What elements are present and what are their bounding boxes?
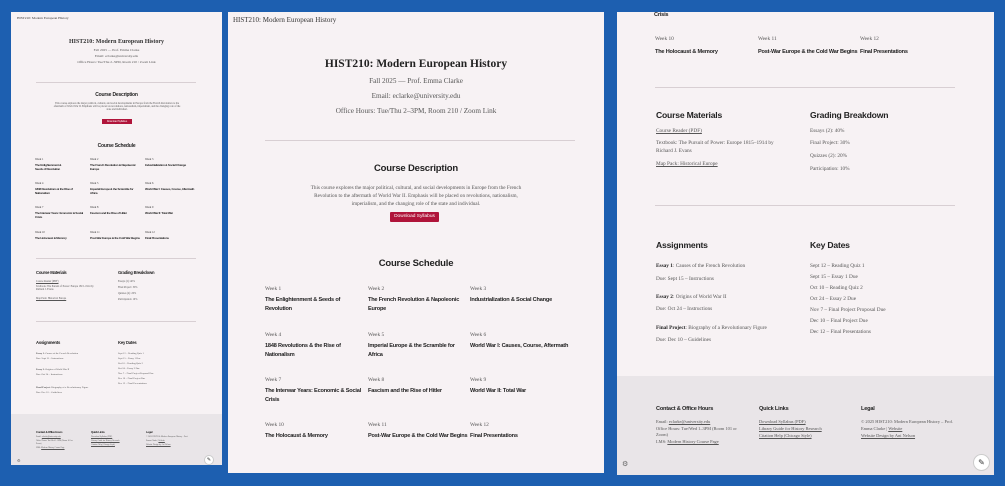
assignments-heading: Assignments bbox=[36, 340, 61, 345]
materials-heading: Course Materials bbox=[36, 270, 67, 275]
site-header: HIST210: Modern European History bbox=[17, 16, 69, 20]
week-card: Week 10 The Holocaust & Memory bbox=[655, 36, 755, 55]
week-topic: Industrialization & Social Change bbox=[145, 163, 186, 167]
key-dates-heading: Key Dates bbox=[118, 340, 137, 345]
assignment-due: Due: Dec 10 – Guidelines bbox=[656, 337, 712, 343]
assignment-due: Due: Sept 15 – Instructions bbox=[36, 357, 64, 360]
week-topic: Post-War Europe & the Cold War Begins bbox=[758, 49, 858, 55]
map-pack-link[interactable]: Map Pack: Historical Europe bbox=[656, 161, 718, 167]
footer-link[interactable]: Citation Help (Chicago Style) bbox=[759, 433, 812, 438]
week-topic: Final Presentations bbox=[145, 236, 169, 240]
footer-copyright: © 2025 HIST210: Modern European History – Prof. bbox=[146, 436, 188, 438]
key-date: Sept 12 – Reading Quiz 1 bbox=[118, 352, 144, 355]
week-topic: The Holocaust & Memory bbox=[265, 433, 328, 439]
key-date: Dec 10 – Final Project Due bbox=[810, 318, 868, 324]
week-card: Week 6 World War I: Causes, Course, Aftermath bbox=[145, 182, 205, 191]
footer-link[interactable]: Library Guide for History Research bbox=[91, 440, 120, 442]
week-card: Week 4 1848 Revolutions & the Rise of Nationalism bbox=[265, 332, 362, 360]
footer-link[interactable]: Citation Help (Chicago Style) bbox=[91, 444, 115, 446]
textbook-text: Textbook: The Pursuit of Power: Europe 1815–1914 by bbox=[656, 140, 774, 146]
key-dates-heading: Key Dates bbox=[810, 240, 850, 250]
week-topic: 1848 Revolutions & the Rise of Nationalism bbox=[35, 187, 73, 195]
edit-icon[interactable]: ✎ bbox=[973, 454, 990, 471]
key-date: Nov 7 – Final Project Proposal Due bbox=[810, 307, 886, 313]
assignments-heading: Assignments bbox=[656, 240, 708, 250]
map-pack-link[interactable]: Map Pack: Historical Europe bbox=[36, 297, 67, 300]
course-term: Fall 2025 — Prof. Emma Clarke bbox=[93, 48, 140, 52]
week-topic: World War I: Causes, Course, Aftermath bbox=[470, 343, 569, 349]
edit-icon[interactable]: ✎ bbox=[204, 455, 214, 465]
week-card: Week 7 The Interwar Years: Economic & Social Crisis bbox=[35, 206, 84, 219]
key-date: Oct 10 – Reading Quiz 2 bbox=[118, 362, 143, 365]
grading-heading: Grading Breakdown bbox=[810, 110, 889, 120]
week-topic: Fascism and the Rise of Hitler bbox=[90, 211, 127, 215]
week-card: Week 11 Post-War Europe & the Cold War Begins bbox=[758, 36, 868, 55]
assignment-item: Essay 2: Origins of World War II bbox=[36, 368, 70, 371]
instructor-email: Email: eclarke@university.edu bbox=[371, 92, 461, 100]
week-topic: The Holocaust & Memory bbox=[35, 236, 67, 240]
key-date: Dec 12 – Final Presentations bbox=[118, 382, 147, 385]
week-topic: Final Presentations bbox=[860, 49, 908, 55]
footer-links-heading: Quick Links bbox=[759, 406, 789, 412]
assignment-due: Due: Oct 24 – Instructions bbox=[36, 373, 63, 376]
week-topic: The French Revolution & Napoleonic Europe bbox=[368, 297, 460, 312]
week-card: Week 2 The French Revolution & Napoleonic Europe bbox=[368, 286, 468, 314]
footer-link[interactable]: Download Syllabus (PDF) bbox=[91, 436, 113, 438]
office-hours: Office Hours: Tue/Thu 2–3PM, Room 210 / Zoom Link bbox=[77, 60, 156, 64]
instructor-email: Email: eclarke@university.edu bbox=[94, 54, 139, 58]
week-card: Week 5 Imperial Europe & the Scramble for Africa bbox=[90, 182, 140, 195]
week-card: Week 11 Post-War Europe & the Cold War Begins bbox=[368, 422, 468, 439]
footer-copyright: Emma Clarke | Website bbox=[146, 440, 165, 442]
week-card: Week 9 World War II: Total War bbox=[470, 377, 580, 396]
schedule-heading: Course Schedule bbox=[378, 258, 454, 269]
settings-icon[interactable]: ⚙ bbox=[622, 460, 629, 468]
footer-link[interactable]: Download Syllabus (PDF) bbox=[759, 419, 806, 424]
course-term: Fall 2025 — Prof. Emma Clarke bbox=[369, 77, 463, 85]
footer-hours: Zoom) bbox=[656, 432, 668, 437]
site-header: HIST210: Modern European History bbox=[233, 16, 337, 24]
footer-lms: LMS: Modern History Course Page bbox=[656, 439, 719, 444]
key-date: Sept 12 – Reading Quiz 1 bbox=[810, 263, 865, 269]
week-card: Week 8 Fascism and the Rise of Hitler bbox=[368, 377, 468, 396]
divider bbox=[655, 87, 955, 88]
week-topic: World War II: Total War bbox=[470, 388, 526, 394]
footer bbox=[11, 414, 222, 465]
download-syllabus-button[interactable]: Download Syllabus bbox=[390, 212, 439, 222]
footer-hours: Zoom) bbox=[36, 443, 42, 445]
settings-icon[interactable]: ⚙ bbox=[17, 458, 21, 463]
week-topic: Fascism and the Rise of Hitler bbox=[368, 388, 442, 394]
assignment-due: Due: Oct 24 – Instructions bbox=[656, 306, 713, 312]
key-date: Oct 24 – Essay 2 Due bbox=[810, 296, 857, 302]
week-topic: The Interwar Years: Economic & Social Crisis bbox=[265, 388, 362, 403]
grading-item: Quizzes (2): 20% bbox=[810, 153, 848, 159]
key-date: Nov 7 – Final Project Proposal Due bbox=[118, 372, 154, 375]
key-date: Dec 12 – Final Presentations bbox=[810, 329, 871, 335]
week-card: Week 12 Final Presentations bbox=[470, 422, 580, 441]
grading-item: Participation: 10% bbox=[810, 166, 850, 172]
footer bbox=[617, 376, 994, 475]
key-date: Sept 15 – Essay 1 Due bbox=[118, 357, 141, 360]
page-thumbnail-panel bbox=[11, 12, 222, 465]
key-date: Oct 24 – Essay 2 Due bbox=[118, 367, 140, 370]
assignment-item: Essay 1: Causes of the French Revolution bbox=[656, 263, 746, 269]
page-top-panel bbox=[228, 12, 604, 473]
grading-item: Final Project: 30% bbox=[810, 140, 850, 146]
footer-email: Email: eclarke@university.edu bbox=[36, 436, 61, 438]
week-topic: 1848 Revolutions & the Rise of Nationalism bbox=[265, 343, 341, 358]
week-card: Week 12 Final Presentations bbox=[860, 36, 970, 55]
page-bottom-panel bbox=[617, 12, 994, 475]
footer-hours: Office Hours: Tue/Wed 1–3PM (Room 101 or bbox=[36, 440, 73, 442]
divider bbox=[36, 321, 196, 322]
week-topic: Industrialization & Social Change bbox=[470, 297, 552, 303]
week-card: Week 9 World War II: Total War bbox=[145, 206, 195, 215]
textbook-text: Richard J. Evans bbox=[656, 148, 692, 154]
key-date: Dec 10 – Final Project Due bbox=[118, 377, 146, 380]
week-topic-fragment: Crisis bbox=[654, 12, 669, 18]
week-topic: World War I: Causes, Course, Aftermath bbox=[145, 187, 195, 191]
footer-legal-heading: Legal bbox=[861, 406, 875, 412]
week-topic: World War II: Total War bbox=[145, 211, 173, 215]
footer-contact-heading: Contact & Office Hours bbox=[656, 406, 714, 412]
footer-lms: LMS: Modern History Course Page bbox=[36, 447, 65, 449]
description-text: This course explores the major political, cultural, and social developments in Europe from the French Revolution to the aftermath of World War II. Emphasis will be placed on revolutions, nationalism, imperialism, and the changing role of the state and individual. bbox=[53, 102, 181, 112]
week-topic: The Holocaust & Memory bbox=[655, 49, 718, 55]
week-topic: Imperial Europe & the Scramble for Africa bbox=[368, 343, 455, 358]
description-heading: Course Description bbox=[95, 92, 138, 98]
footer-contact-heading: Contact & Office Hours bbox=[36, 430, 63, 434]
description-text-line: This course explores the major political, cultural, and social developments in Europe from the French bbox=[310, 185, 522, 191]
divider bbox=[655, 205, 955, 206]
description-text-line: imperialism, and the changing role of the state and individual. bbox=[351, 201, 481, 207]
assignment-item: Final Project: Biography of a Revolutionary Figure bbox=[656, 325, 767, 331]
footer-design-credit[interactable]: Website Design by Ani Nelson bbox=[146, 444, 171, 446]
week-card: Week 7 The Interwar Years: Economic & Social Crisis bbox=[265, 377, 362, 403]
week-card: Week 3 Industrialization & Social Change bbox=[145, 158, 197, 167]
week-card: Week 2 The French Revolution & Napoleonic Europe bbox=[90, 158, 140, 171]
week-card: Week 1 The Enlightenment & Seeds of Revolution bbox=[265, 286, 362, 314]
week-topic: The Interwar Years: Economic & Social Crisis bbox=[35, 211, 84, 219]
week-topic: Post-War Europe & the Cold War Begins bbox=[90, 236, 140, 240]
week-card: Week 3 Industrialization & Social Change bbox=[470, 286, 580, 305]
footer-copyright: Emma Clarke | Website bbox=[861, 426, 903, 431]
grading-item: Participation: 10% bbox=[118, 298, 138, 301]
assignment-due: Due: Sept 15 – Instructions bbox=[656, 276, 714, 282]
grading-item: Final Project: 30% bbox=[118, 286, 138, 289]
description-heading: Course Description bbox=[373, 163, 459, 174]
week-card: Week 12 Final Presentations bbox=[145, 231, 195, 240]
download-syllabus-button[interactable]: Download Syllabus bbox=[102, 119, 132, 124]
key-date: Oct 10 – Reading Quiz 2 bbox=[810, 285, 863, 291]
week-card: Week 10 The Holocaust & Memory bbox=[265, 422, 362, 441]
week-card: Week 11 Post-War Europe & the Cold War Begins bbox=[90, 231, 146, 240]
page-title: HIST210: Modern European History bbox=[324, 58, 508, 70]
office-hours: Office Hours: Tue/Thu 2–3PM, Room 210 / Zoom Link bbox=[335, 107, 497, 115]
week-card: Week 10 The Holocaust & Memory bbox=[35, 231, 85, 240]
week-card: Week 6 World War I: Causes, Course, Aftermath bbox=[470, 332, 590, 351]
grading-heading: Grading Breakdown bbox=[118, 270, 155, 275]
footer-design-credit[interactable]: Website Design by Ani Nelson bbox=[861, 433, 916, 438]
divider bbox=[36, 258, 196, 259]
week-topic: Imperial Europe & the Scramble for Africa bbox=[90, 187, 134, 195]
week-card: Week 5 Imperial Europe & the Scramble for Africa bbox=[368, 332, 468, 360]
footer-link[interactable]: Library Guide for History Research bbox=[759, 426, 822, 431]
assignment-item: Final Project: Biography of a Revolutionary Figure bbox=[36, 386, 89, 389]
course-reader-link[interactable]: Course Reader (PDF) bbox=[36, 280, 59, 283]
footer-legal-heading: Legal bbox=[146, 430, 153, 434]
footer-links-heading: Quick Links bbox=[91, 430, 105, 434]
week-topic: The French Revolution & Napoleonic Europe bbox=[90, 163, 136, 171]
key-date: Sept 15 – Essay 1 Due bbox=[810, 274, 858, 280]
week-topic: Post-War Europe & the Cold War Begins bbox=[368, 433, 468, 439]
divider bbox=[265, 140, 575, 141]
week-card: Week 4 1848 Revolutions & the Rise of Nationalism bbox=[35, 182, 75, 195]
footer-email: Email: eclarke@university.edu bbox=[656, 419, 711, 424]
divider bbox=[36, 82, 196, 83]
assignment-item: Essay 1: Causes of the French Revolution bbox=[36, 352, 79, 355]
page-title: HIST210: Modern European History bbox=[68, 39, 165, 45]
course-reader-link[interactable]: Course Reader (PDF) bbox=[656, 128, 702, 134]
week-topic: The Enlightenment & Seeds of Revolution bbox=[35, 163, 62, 171]
footer-copyright: © 2025 HIST210: Modern European History – Prof. bbox=[861, 419, 954, 424]
footer-hours: Office Hours: Tue/Wed 1–3PM (Room 101 or bbox=[656, 426, 737, 431]
grading-item: Quizzes (2): 20% bbox=[118, 292, 137, 295]
textbook-text: Textbook: The Pursuit of Power: Europe 1815–1914 by Richard J. Evans bbox=[36, 285, 94, 291]
description-text-line: Revolution to the aftermath of World War II. Emphasis will be placed on revolutions, nationalism, bbox=[314, 193, 518, 199]
assignment-item: Essay 2: Origins of World War II bbox=[656, 294, 727, 300]
grading-item: Essays (2): 40% bbox=[810, 128, 845, 134]
week-topic: The Enlightenment & Seeds of Revolution bbox=[265, 297, 341, 312]
schedule-heading: Course Schedule bbox=[97, 143, 136, 149]
week-topic: Final Presentations bbox=[470, 433, 518, 439]
grading-item: Essays (2): 40% bbox=[118, 280, 135, 283]
week-card: Week 8 Fascism and the Rise of Hitler bbox=[90, 206, 140, 215]
assignment-due: Due: Dec 10 – Guidelines bbox=[36, 391, 62, 394]
materials-heading: Course Materials bbox=[656, 110, 723, 120]
week-card: Week 1 The Enlightenment & Seeds of Revolution bbox=[35, 158, 69, 171]
